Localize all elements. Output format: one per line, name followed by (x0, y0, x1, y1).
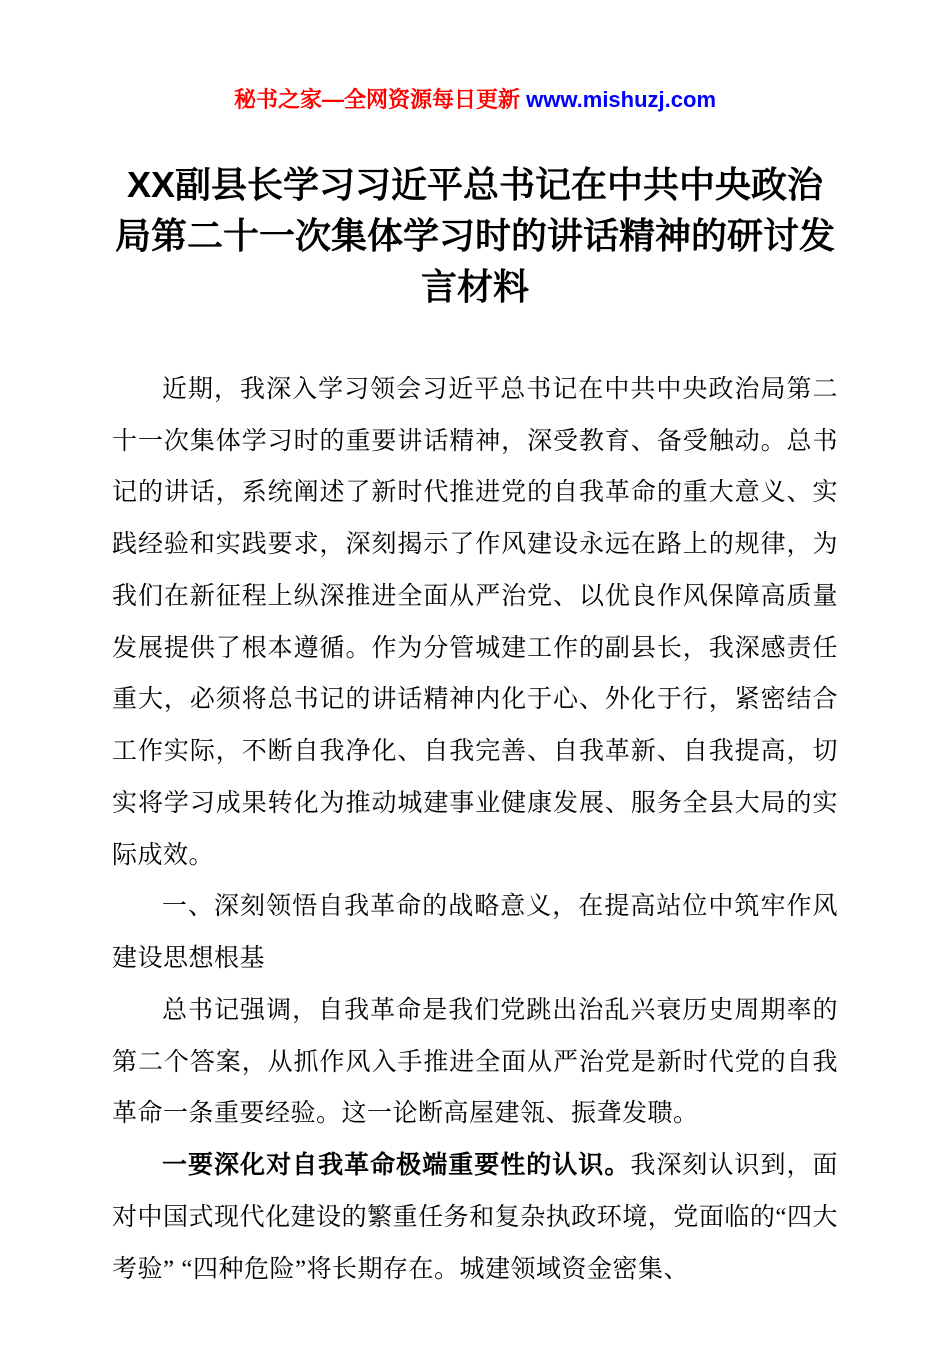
paragraph-point-one-text: 我深刻认识到，面对中国式现代化建设的繁重任务和复杂执政环境，党面临的“四大考验” “四种危险”将长期存在。城建领域资金密集、 (112, 1152, 838, 1283)
site-name: 秘书之家 (233, 87, 322, 112)
site-header (112, 86, 838, 115)
site-tagline: —全网资源每日更新 (322, 87, 527, 112)
document-title: XX副县长学习习近平总书记在中共中央政治局第二十一次集体学习时的讲话精神的研讨发言材料 (114, 163, 835, 307)
paragraph-point-one-bold-lead: 一要深化对自我革命极端重要性的认识。 (162, 1152, 631, 1180)
document-body (112, 364, 838, 1296)
paragraph-quote: 总书记强调，自我革命是我们党跳出治乱兴衰历史周期率的第二个答案，从抓作风入手推进全面从严治党是新时代党的自我革命一条重要经验。这一论断高屋建瓴、振聋发聩。 (112, 996, 838, 1128)
site-url-link[interactable]: www.mishuzj.com (526, 87, 717, 112)
paragraph-intro: 近期，我深入学习领会习近平总书记在中共中央政治局第二十一次集体学习时的重要讲话精神，深受教育、备受触动。总书记的讲话，系统阐述了新时代推进党的自我革命的重大意义、实践经验和实践要求，深刻揭示了作风建设永远在路上的规律，为我们在新征程上纵深推进全面从严治党、以优良作风保障高质量发展提供了根本遵循。作为分管城建工作的副县长，我深感责任重大，必须将总书记的讲话精神内化于心、外化于行，紧密结合工作实际，不断自我净化、自我完善、自我革新、自我提高，切实将学习成果转化为推动城建事业健康发展、服务全县大局的实际成效。 (112, 375, 838, 869)
paragraph-section-heading: 一、深刻领悟自我革命的战略意义，在提高站位中筑牢作风建设思想根基 (112, 893, 838, 973)
paragraph-point-one (112, 1140, 838, 1295)
